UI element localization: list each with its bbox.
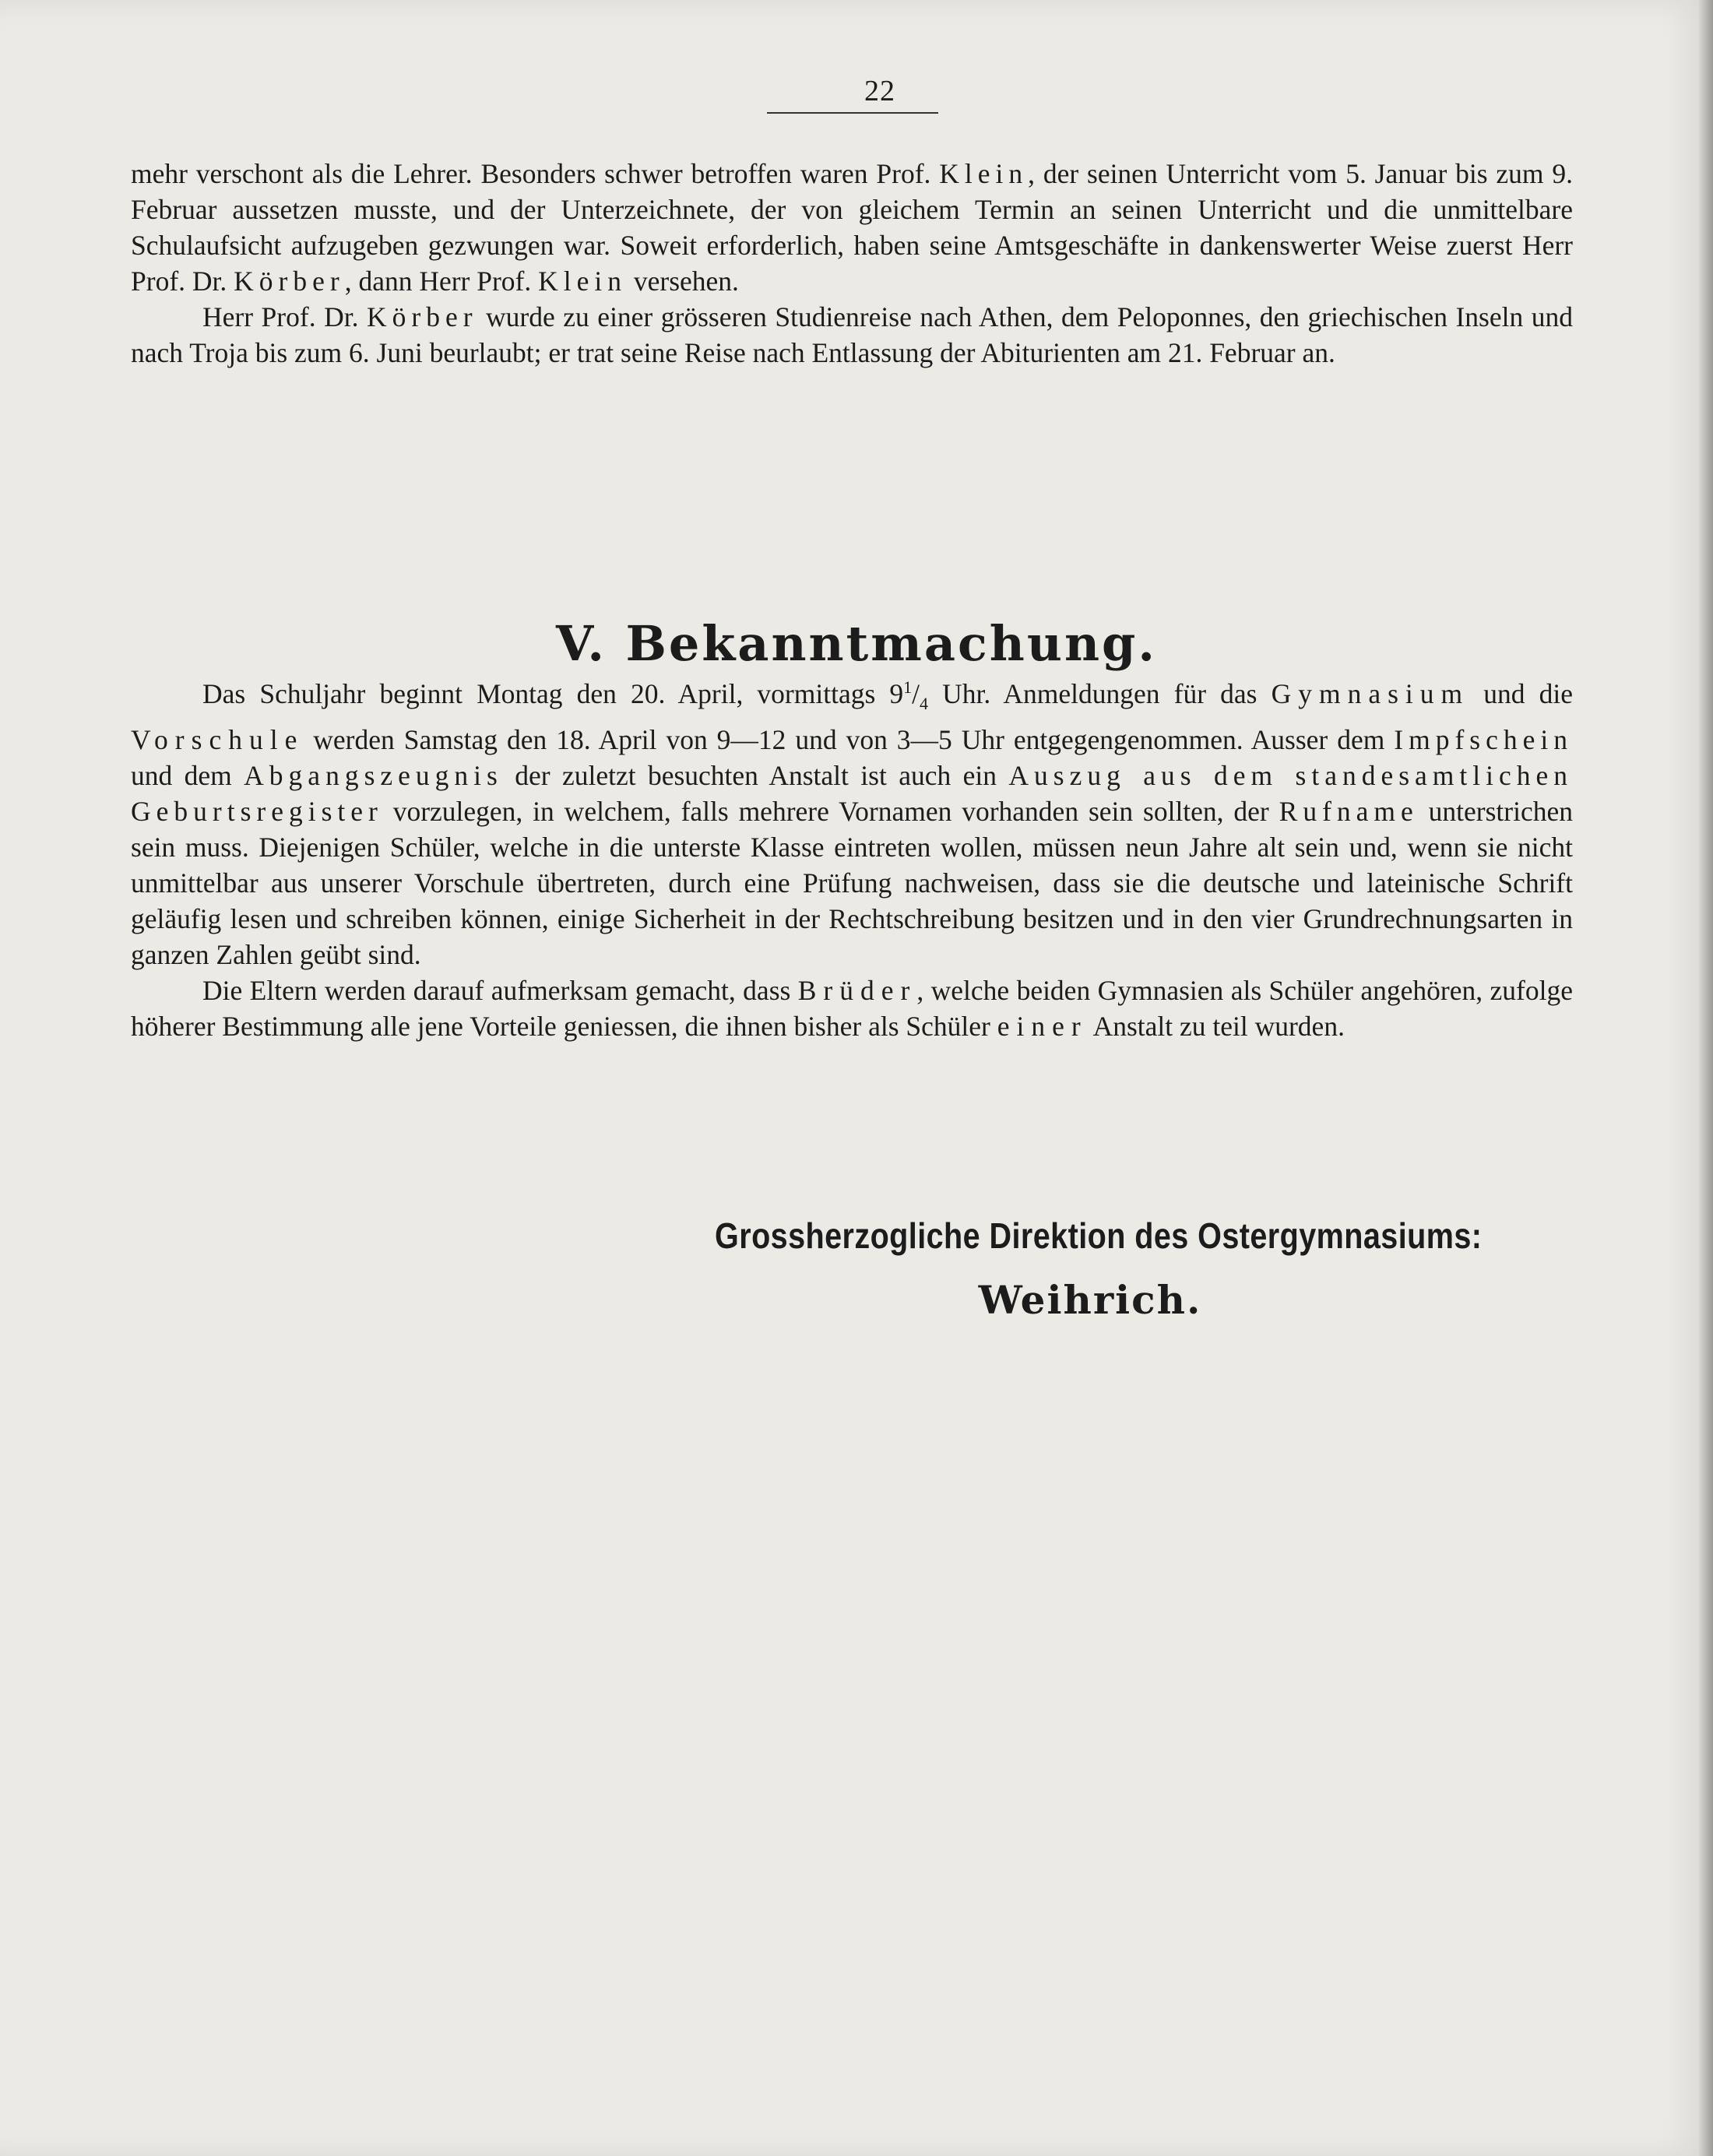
paragraph-study-trip: [131, 299, 1573, 371]
spaced-term: Brüder: [797, 974, 917, 1006]
paragraph-illness-report: [131, 156, 1573, 299]
text-run: , der seinen Unterricht vom 5. Januar bis zum 9. Februar aussetzen musste, und der Unterzeichnete, der von gleichem Termin an seinen Unterricht und die unmittelbare Schulaufsicht aufzugeben gezwungen war. Soweit erforderlich, haben seine Amtsgeschäfte in dankenswerter Weise zuerst Herr Prof. Dr.: [131, 158, 1573, 297]
spaced-term: Auszug aus dem standesamtlichen Geburtsregister: [131, 759, 1573, 827]
spaced-name: Klein: [538, 266, 627, 297]
page-number: 22: [864, 75, 895, 107]
spaced-term: Gymnasium: [1271, 677, 1470, 709]
spaced-name: Klein: [939, 158, 1029, 189]
text-run: werden Samstag den 18. April von 9—12 und von 3—5 Uhr entgegengenommen. Ausser dem: [304, 723, 1395, 755]
section-four-continuation: [131, 156, 1573, 371]
text-run: und die: [1469, 677, 1573, 709]
page-number-rule: [767, 112, 938, 114]
text-run: mehr verschont als die Lehrer. Besonders schwer betroffen waren Prof.: [131, 158, 940, 189]
text-run: der zuletzt besuchten Anstalt ist auch ein: [502, 759, 1009, 791]
text-run: unterstrichen sein muss. Diejenigen Schüler, welche in die unterste Klasse eintreten wollen, müssen neun Jahre alt sein und, wenn sie nicht unmittelbar aus unserer Vorschule übertreten, durch eine Prüfung nachweisen, dass sie die deutsche und lateinische Schrift geläufig lesen und schreiben können, einige Sicherheit in der Rechtschreibung besitzen und in den vier Grundrechnungsarten in ganzen Zahlen geübt sind.: [131, 795, 1573, 970]
paragraph-siblings-notice: [131, 972, 1573, 1044]
text-run: , welche beiden Gymnasien als Schüler angehören, zufolge höherer Bestimmung alle jene Vorteile geniessen, die ihnen bisher als Schüler: [131, 974, 1573, 1042]
text-run: Das Schuljahr beginnt Montag den 20. April, vormittags 9: [202, 677, 904, 709]
spaced-term: Abgangszeugnis: [244, 759, 503, 791]
text-run: , dann Herr Prof.: [344, 266, 539, 297]
text-run: und dem: [131, 759, 244, 791]
section-heading: V. Bekanntmachung.: [556, 615, 1157, 672]
text-run: Anstalt zu teil wurden.: [1087, 1010, 1345, 1042]
signature-name: Weihrich.: [978, 1277, 1202, 1323]
fraction-denominator: 4: [920, 693, 929, 713]
signature-institution: Grossherzogliche Direktion des Ostergymnasiums:: [715, 1215, 1483, 1256]
spaced-term: Rufname: [1279, 795, 1419, 827]
text-run: wurde zu einer grösseren Studienreise nach Athen, dem Peloponnes, den griechischen Inseln und nach Troja bis zum 6. Juni beurlaubt; er trat seine Reise nach Entlassung der Abiturienten am 21. Februar an.: [131, 301, 1573, 368]
text-run: versehen.: [627, 266, 739, 297]
fraction-numerator: 1: [903, 677, 913, 697]
text-run: vorzulegen, in welchem, falls mehrere Vornamen vorhanden sein sollten, der: [382, 795, 1279, 827]
text-run: Herr Prof. Dr.: [202, 301, 367, 332]
spaced-term: Impfschein: [1394, 723, 1573, 755]
spaced-term: Vorschule: [131, 723, 304, 755]
page-edge-shadow: [1699, 0, 1713, 2156]
text-run: Die Eltern werden darauf aufmerksam gemacht, dass: [202, 974, 798, 1006]
paragraph-school-start: Das Schuljahr beginnt Montag den 20. April, vormittags $9^1/_4$ Uhr. Anmeldungen für das Gymnasium und die Vorschule werden Samstag den 18. April von 9—12 und von 3—5 Uhr entgegengenommen. Ausser dem Impfschein und dem Abgangszeugnis der zuletzt besuchten Anstalt ist auch ein Auszug aus dem standesamtlichen Geburtsregister vorzulegen, in welchem, falls mehrere Vornamen vorhanden sein sollten, der Rufname unterstrichen sein muss. Diejenigen Schüler, welche in die unterste Klasse eintreten wollen, müssen neun Jahre alt sein und, wenn sie nicht unmittelbar aus unserer Vorschule übertreten, durch eine Prüfung nachweisen, dass sie die deutsche und lateinische Schrift geläufig lesen und schreiben können, einige Sicherheit in der Rechtschreibung besitzen und in den vier Grundrechnungsarten in ganzen Zahlen geübt sind.: [131, 677, 1573, 970]
spaced-name: Körber: [234, 266, 345, 297]
text-run: Uhr. Anmeldungen für das: [928, 677, 1272, 709]
spaced-term: einer: [997, 1010, 1088, 1042]
announcement-section: [131, 670, 1573, 1044]
spaced-name: Körber: [366, 301, 478, 332]
